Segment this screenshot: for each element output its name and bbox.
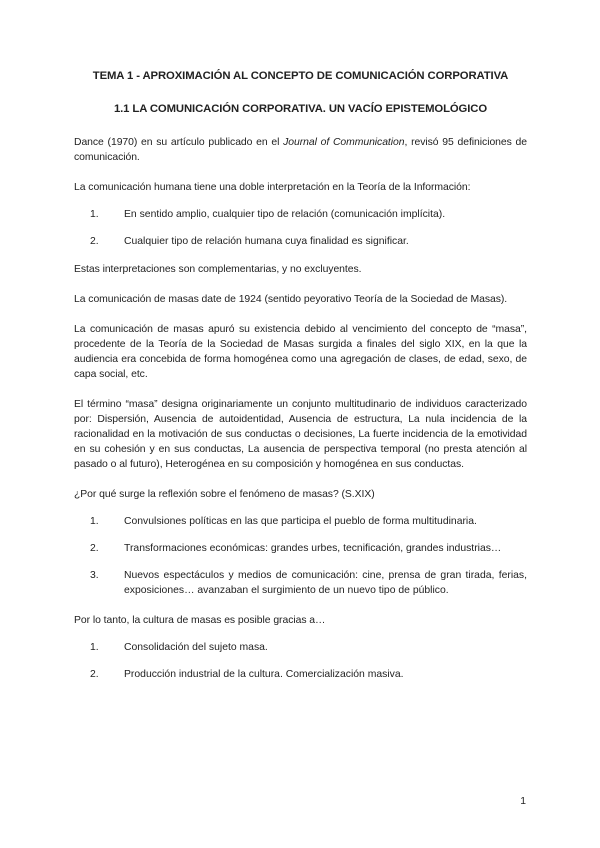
paragraph-termino-masa: El término “masa” designa originariamente un conjunto multitudinario de individuos caracterizado por: Dispersión, Ausencia de autoidentidad, Ausencia de estructura, La nula incidencia de la racionalidad en la motivación de sus conductas o decisiones, La fuerte incidencia de la emotividad en su cohesión y en sus conductas, La ausencia de perspectiva temporal (no presta atención al pasado o al futuro), Heterogénea en su composición y homogénea en sus conductas. — [74, 399, 527, 470]
list-item: 2. Transformaciones económicas: grandes urbes, tecnificación, grandes industrias… — [90, 543, 502, 554]
journal-title: Journal of Communication — [283, 137, 405, 148]
paragraph-dance: Dance (1970) en su artículo publicado en el Journal of Communication, revisó 95 definiciones de comunicación. — [74, 137, 528, 163]
page-number: 1 — [520, 796, 526, 807]
list-item: 2. Producción industrial de la cultura. Comercialización masiva. — [90, 669, 404, 680]
paragraph-doble-interpretacion: La comunicación humana tiene una doble interpretación en la Teoría de la Información: — [74, 182, 471, 193]
culture-list — [74, 640, 527, 682]
paragraph-vencimiento-masa: La comunicación de masas apuró su existencia debido al vencimiento del concepto de “masa”, procedente de la Teoría de la Sociedad de Masas surgida a finales del siglo XIX, en la que la audiencia era concebida de forma homogénea como una agregación de clases, de edad, sexo, de capa social, etc. — [74, 324, 527, 380]
list-item: 1. Consolidación del sujeto masa. — [90, 642, 268, 653]
paragraph-1924: La comunicación de masas date de 1924 (sentido peyorativo Teoría de la Sociedad de Masas). — [74, 294, 508, 305]
interpretation-list — [74, 207, 527, 249]
list-item: 1. Convulsiones políticas en las que participa el pueblo de forma multitudinaria. — [90, 516, 477, 527]
paragraph-pregunta: ¿Por qué surge la reflexión sobre el fenómeno de masas? (S.XIX) — [74, 489, 375, 500]
reasons-list — [74, 514, 527, 598]
document-title: TEMA 1 - APROXIMACIÓN AL CONCEPTO DE COMUNICACIÓN CORPORATIVA — [92, 70, 509, 82]
list-item: 3. Nuevos espectáculos y medios de comunicación: cine, prensa de gran tirada, ferias, exposiciones… avanzaban el surgimiento de un nuevo tipo de público. — [90, 570, 527, 596]
document-page — [74, 70, 527, 682]
section-heading: 1.1 LA COMUNICACIÓN CORPORATIVA. UN VACÍO EPISTEMOLÓGICO — [113, 103, 488, 115]
list-item: 1. En sentido amplio, cualquier tipo de relación (comunicación implícita). — [90, 209, 446, 220]
list-item: 2. Cualquier tipo de relación humana cuya finalidad es significar. — [90, 236, 409, 247]
paragraph-por-lo-tanto: Por lo tanto, la cultura de masas es posible gracias a… — [74, 615, 326, 626]
paragraph-complementarias: Estas interpretaciones son complementarias, y no excluyentes. — [74, 264, 362, 275]
